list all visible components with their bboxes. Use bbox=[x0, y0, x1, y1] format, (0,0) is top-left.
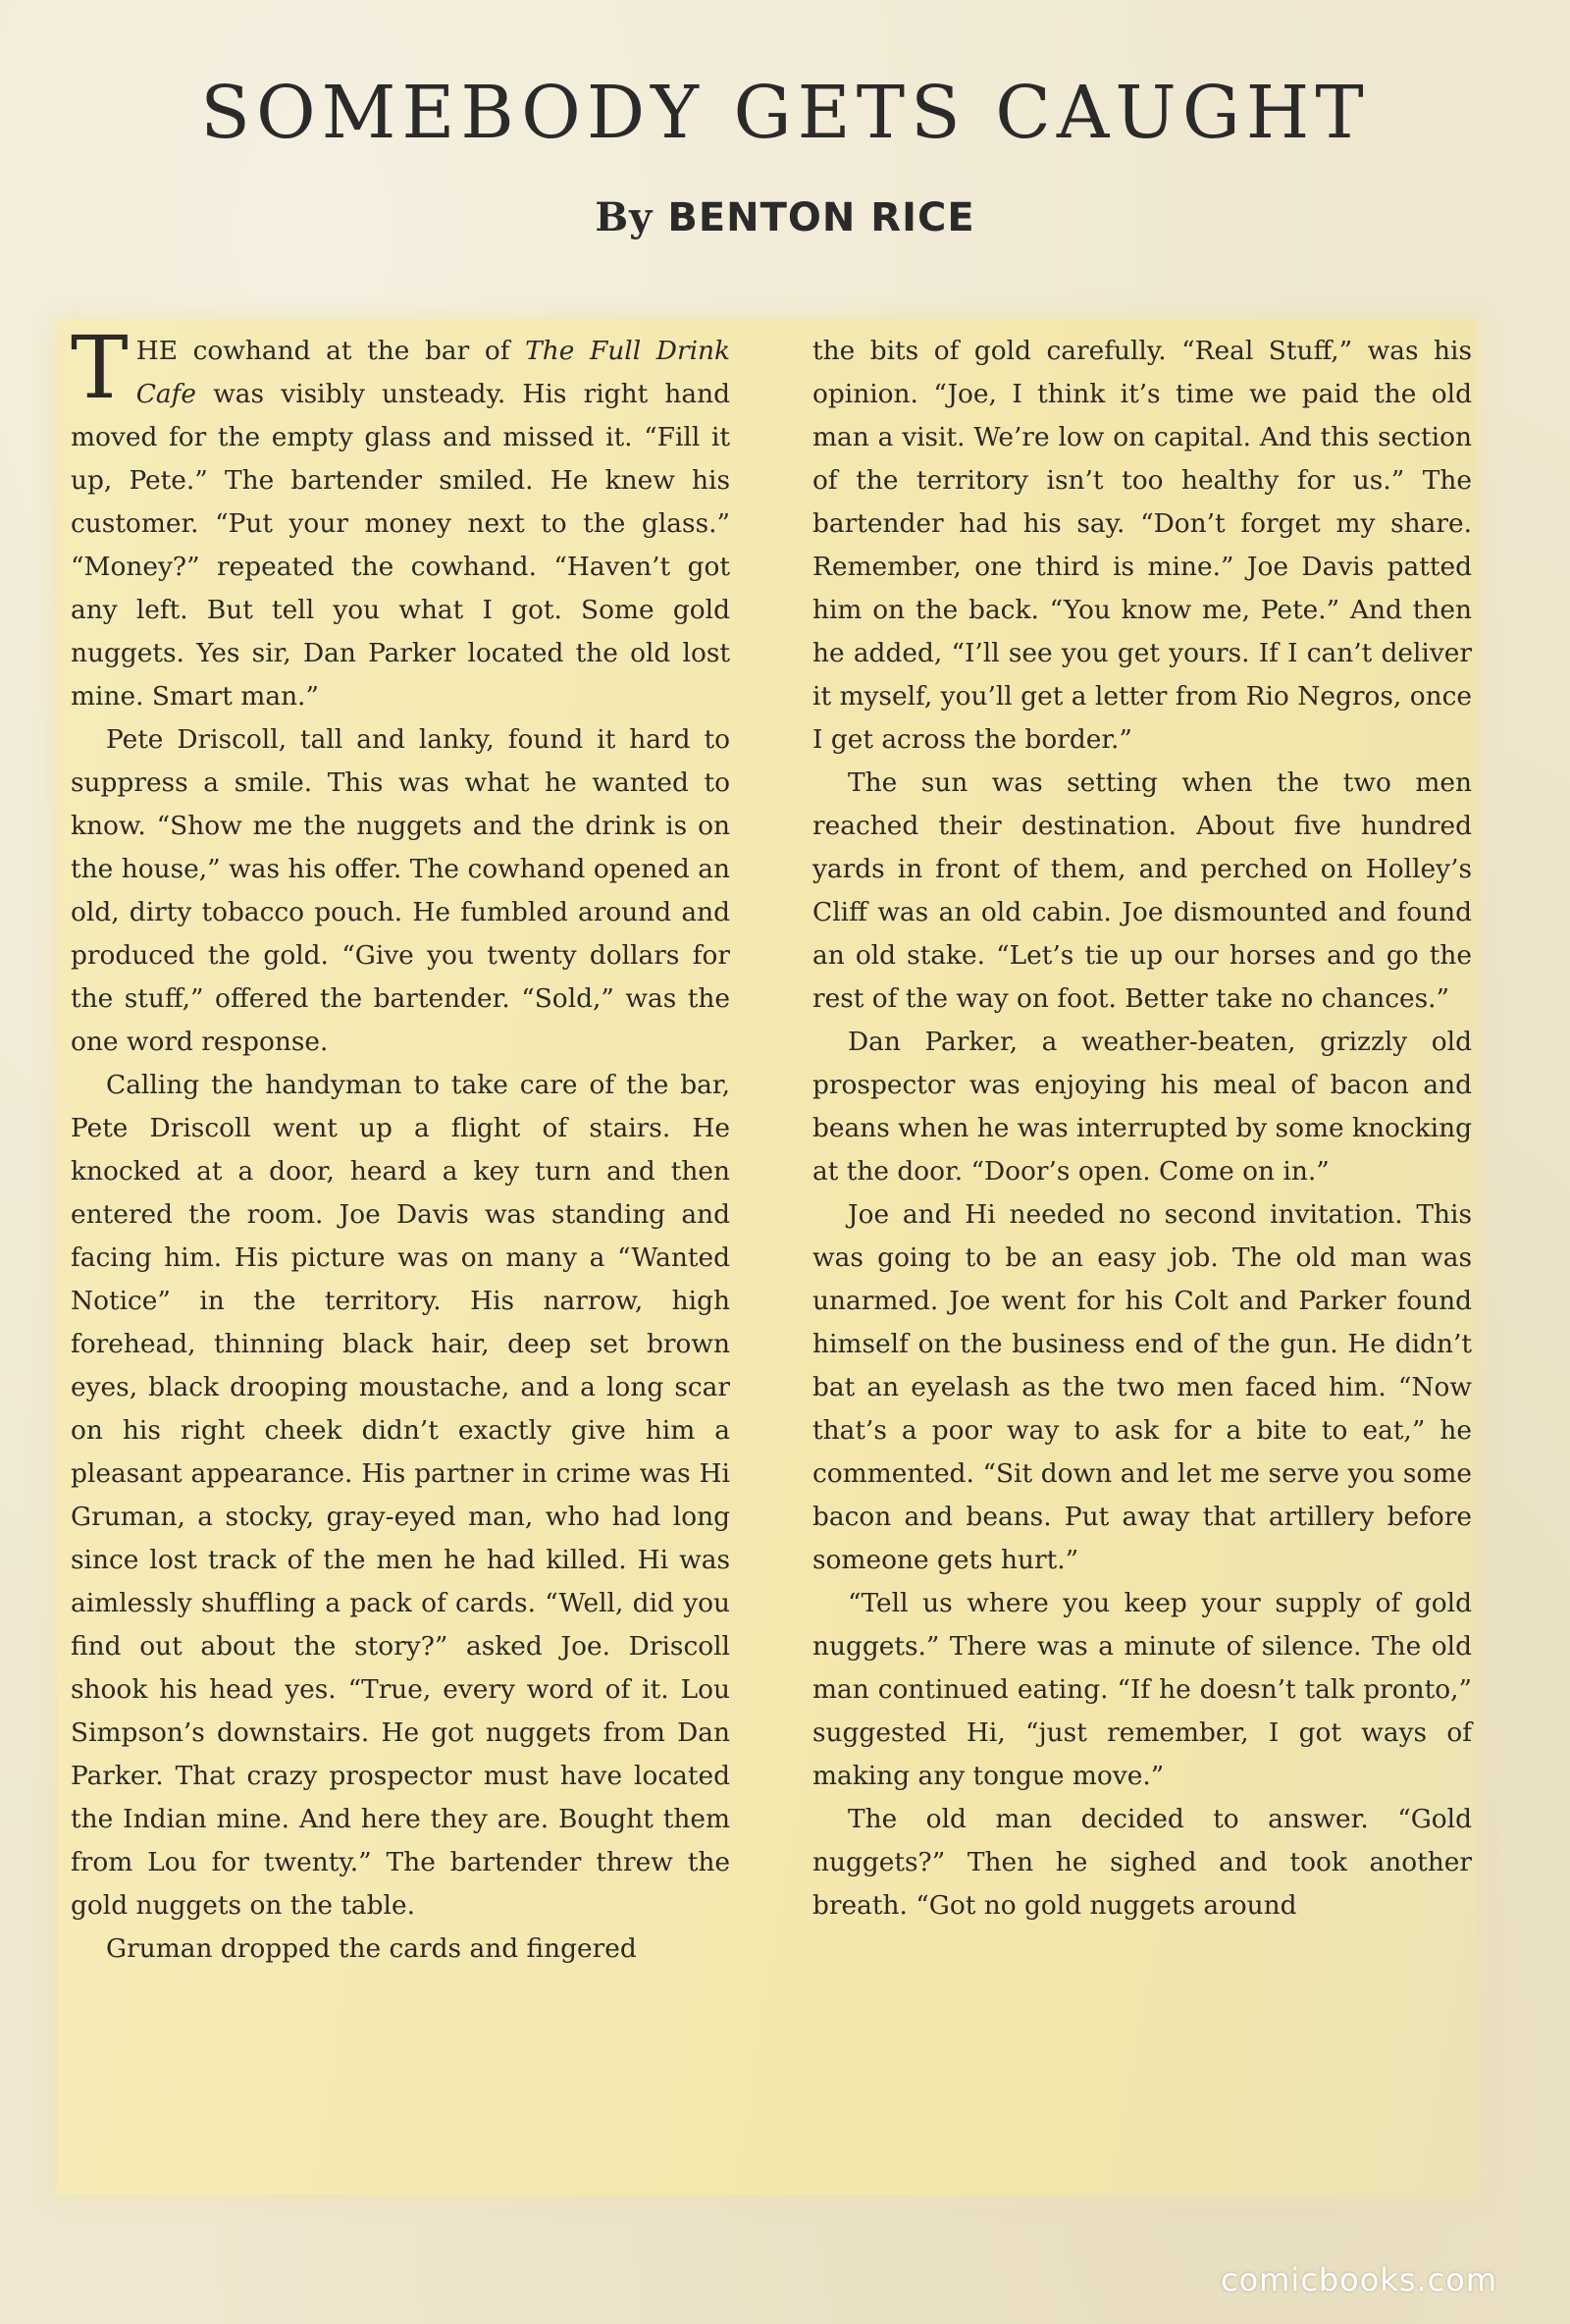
story-title: SOMEBODY GETS CAUGHT bbox=[200, 71, 1370, 155]
paragraph-1-rest: was visibly unsteady. His right hand moved for the empty glass and missed it. “Fill it up, Pete.” The bartender smiled. He knew his customer. “Put your money next to the glass.” “Money?” repeated the cowhand. “Haven’t got any left. But tell you what I got. Some gold nuggets. Yes sir, Dan Parker located the old lost mine. Smart man.” bbox=[71, 379, 730, 712]
cafe-name: The Full Drink Cafe bbox=[135, 336, 730, 409]
paragraph-8: “Tell us where you keep your supply of gold nuggets.” There was a minute of silence. The old man continued eating. “If he doesn’t talk pronto,” suggested Hi, “just remember, I got ways of making any tongue move.” bbox=[812, 1588, 1472, 1791]
paragraph-1-lead: HE cowhand at the bar of bbox=[135, 336, 526, 366]
paragraph-7: Joe and Hi needed no second invitation. This was going to be an easy job. The old man was unarmed. Joe went for his Colt and Parker found himself on the business end of the gun. He didn’t bat an eyelash as the two men faced him. “Now that’s a poor way to ask for a bite to eat,” he commented. “Sit down and let me serve you some bacon and beans. Put away that artillery before someone gets hurt.” bbox=[812, 1199, 1472, 1575]
paragraph-4-continued: the bits of gold carefully. “Real Stuff,” was his opinion. “Joe, I think it’s time we paid the old man a visit. We’re low on capital. And this section of the territory isn’t too healthy for us.” The bartender had his say. “Don’t forget my share. Remember, one third is mine.” Joe Davis patted him on the back. “You know me, Pete.” And then he added, “I’ll see you get yours. If I can’t deliver it myself, you’ll get a letter from Rio Negros, once I get across the border.” bbox=[812, 336, 1472, 755]
paragraph-3: Calling the handyman to take care of the bar, Pete Driscoll went up a flight of stairs. He knocked at a door, heard a key turn and then entered the room. Joe Davis was standing and facing him. His picture was on many a “Wanted Notice” in the territory. His narrow, high forehead, thinning black hair, deep set brown eyes, black drooping moustache, and a long scar on his right cheek didn’t exactly give him a pleasant appearance. His partner in crime was Hi Gruman, a stocky, gray-eyed man, who had long since lost track of the men he had killed. Hi was aimlessly shuffling a pack of cards. “Well, did you find out about the story?” asked Joe. Driscoll shook his head yes. “True, every word of it. Lou Simpson’s downstairs. He got nuggets from Dan Parker. That crazy prospector must have located the Indian mine. And here they are. Bought them from Lou for twenty.” The bartender threw the gold nuggets on the table. bbox=[71, 1070, 730, 1921]
right-column bbox=[812, 330, 1472, 1928]
story-text-block bbox=[57, 317, 1476, 2194]
drop-cap: T bbox=[71, 317, 129, 418]
byline bbox=[0, 194, 1570, 240]
byline-author: BENTON RICE bbox=[667, 195, 975, 240]
paragraph-5: The sun was setting when the two men reached their destination. About five hundred yards in front of them, and perched on Holley’s Cliff was an old cabin. Joe dismounted and found an old stake. “Let’s tie up our horses and go the rest of the way on foot. Better take no chances.” bbox=[812, 767, 1472, 1014]
paragraph-4-start: Gruman dropped the cards and fingered bbox=[106, 1933, 637, 1964]
paragraph-2: Pete Driscoll, tall and lanky, found it hard to suppress a smile. This was what he wanted to know. “Show me the nuggets and the drink is on the house,” was his offer. The cowhand opened an old, dirty tobacco pouch. He fumbled around and produced the gold. “Give you twenty dollars for the stuff,” offered the bartender. “Sold,” was the one word response. bbox=[71, 724, 730, 1057]
paragraph-1 bbox=[71, 317, 730, 718]
site-watermark: comicbooks.com bbox=[1220, 2261, 1497, 2298]
left-column bbox=[71, 317, 730, 1971]
paragraph-6: Dan Parker, a weather-beaten, grizzly old prospector was enjoying his meal of bacon and beans when he was interrupted by some knocking at the door. “Door’s open. Come on in.” bbox=[812, 1027, 1472, 1187]
paragraph-9: The old man decided to answer. “Gold nuggets?” Then he sighed and took another breath. “Got no gold nuggets around bbox=[812, 1804, 1472, 1921]
byline-by: By bbox=[595, 194, 654, 240]
